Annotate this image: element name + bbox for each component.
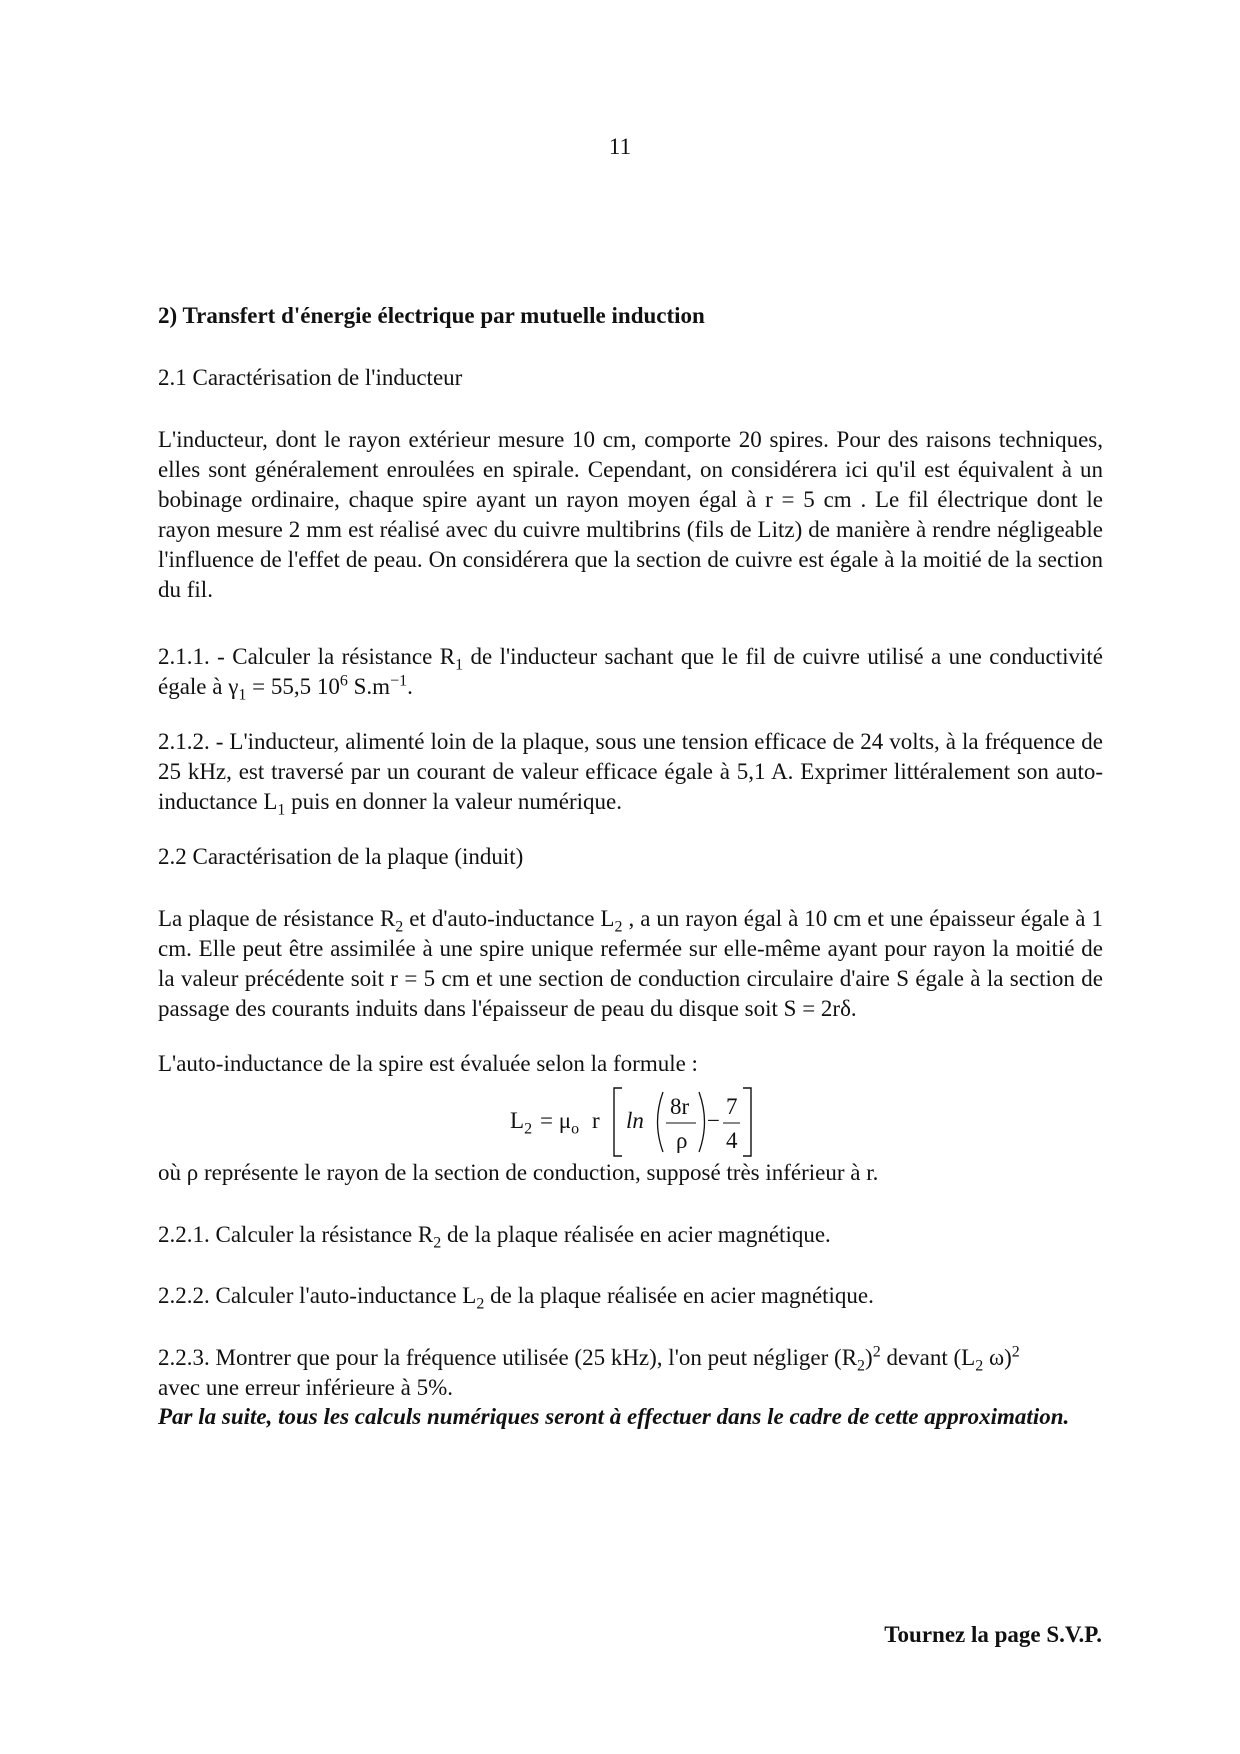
question-2-1-2: 2.1.2. - L'inducteur, alimenté loin de la plaque, sous une tension efficace de 24 volts, à la fréquence de 25 kHz, est traversé par un courant de valeur efficace égale à 5,1 A. Exprimer littéralement son auto-inductance $L_1$ puis en donner la valeur numérique. xyxy=(158,729,1103,819)
formula-r: r xyxy=(592,1108,600,1133)
formula-den: ρ xyxy=(676,1128,688,1153)
question-2-2-1: 2.2.1. Calculer la résistance $R_2$ de la plaque réalisée en acier magnétique. xyxy=(158,1222,831,1252)
approximation-note: Par la suite, tous les calculs numériques seront à effectuer dans le cadre de cette approximation. xyxy=(158,1404,1070,1429)
formula-num: 8r xyxy=(670,1094,690,1119)
formula-minus: − xyxy=(707,1108,720,1133)
inductance-formula xyxy=(510,1082,770,1162)
section-title: 2) Transfert d'énergie électrique par mutuelle induction xyxy=(158,303,705,328)
page-number: 11 xyxy=(608,134,632,159)
paragraph-plaque: La plaque de résistance $R_2$ et d'auto-inductance $L_2$ , a un rayon égal à 10 cm et une épaisseur égale à 1 cm. Elle peut être assimilée à une spire unique refermée sur elle-même ayant pour rayon la moitié de la valeur précédente soit r = 5 cm et une section de conduction circulaire d'aire S égale à la section de passage des courants induits dans l'épaisseur de peau du disque soit S = 2rδ. xyxy=(158,906,1103,1021)
formula-mu: = $\mu_o$ xyxy=(540,1108,580,1138)
heading-2-1: 2.1 Caractérisation de l'inducteur xyxy=(158,365,463,390)
heading-2-2: 2.2 Caractérisation de la plaque (induit) xyxy=(158,844,524,869)
question-2-2-3: 2.2.3. Montrer que pour la fréquence utilisée (25 kHz), l'on peut négliger $(R_2)^2$ devant ($L_2$ ω)$^2$ avec une erreur inférieure à 5%. xyxy=(158,1343,1020,1400)
formula-ln: ln xyxy=(626,1108,644,1133)
formula-lhs: $L_2$ xyxy=(510,1108,533,1138)
formula-frac-den: 4 xyxy=(726,1128,738,1153)
formula-intro: L'auto-inductance de la spire est évaluée selon la formule : xyxy=(158,1051,698,1076)
paragraph-inducteur: L'inducteur, dont le rayon extérieur mesure 10 cm, comporte 20 spires. Pour des raisons techniques, elles sont généralement enroulées en spirale. Cependant, on considérera ici qu'il est équivalent à un bobinage ordinaire, chaque spire ayant un rayon moyen égal à r = 5 cm . Le fil électrique dont le rayon mesure 2 mm est réalisé avec du cuivre multibrins (fils de Litz) de manière à rendre négligeable l'influence de l'effet de peau. On considérera que la section de cuivre est égale à la moitié de la section du fil. xyxy=(158,427,1103,602)
turn-page-footer: Tournez la page S.V.P. xyxy=(884,1622,1102,1647)
question-2-2-2: 2.2.2. Calculer l'auto-inductance $L_2$ de la plaque réalisée en acier magnétique. xyxy=(158,1283,874,1313)
rho-note: où ρ représente le rayon de la section de conduction, supposé très inférieur à r. xyxy=(158,1160,879,1185)
question-2-1-1: 2.1.1. - Calculer la résistance $R_1$ de l'inducteur sachant que le fil de cuivre utilisé a une conductivité égale à $\gamma_1 = 55,5$ $10^6$ $S.m^{-1}$. xyxy=(158,644,1103,704)
formula-frac-num: 7 xyxy=(726,1094,738,1119)
